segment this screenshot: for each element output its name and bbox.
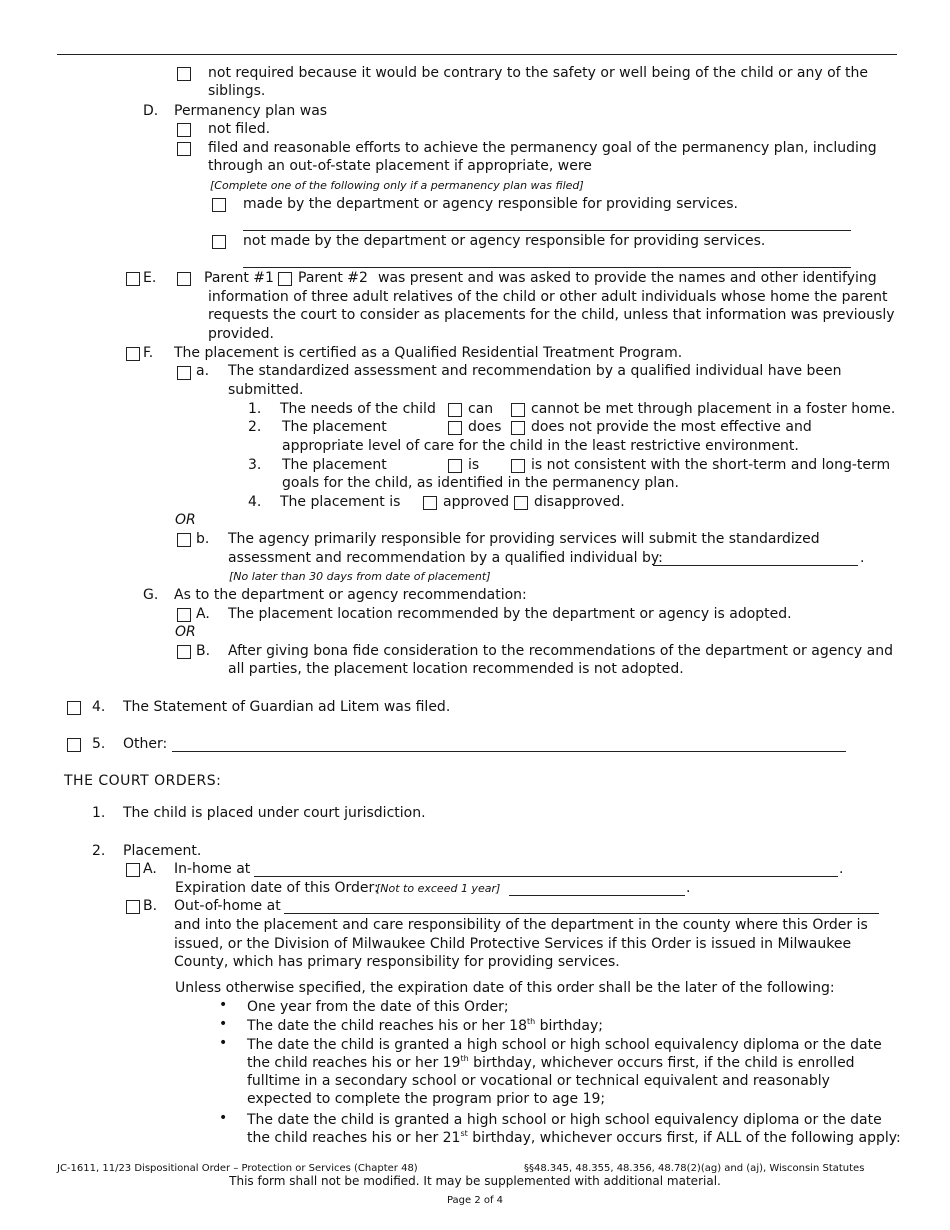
- checkbox-g-a[interactable]: [177, 608, 191, 622]
- bullet-4-text-2b: birthday, whichever occurs first, if ALL of the following apply:: [467, 1130, 901, 1146]
- order-2-a-period: .: [839, 861, 844, 877]
- d-not-made-text: not made by the department or agency responsible for providing services.: [243, 233, 766, 249]
- f-2-text: The placement: [282, 419, 387, 435]
- f-3-text: The placement: [282, 457, 387, 473]
- item-4-num: 4.: [92, 699, 106, 715]
- bullet-2-text-b: birthday;: [535, 1018, 604, 1034]
- checkbox-does-not[interactable]: [511, 421, 525, 435]
- f-4-opt-approved: approved: [443, 494, 510, 510]
- d-not-filed-text: not filed.: [208, 121, 271, 137]
- f-1-num: 1.: [248, 401, 262, 417]
- order-2-b-line-2: and into the placement and care responsibility of the department in the county where this Order is: [174, 917, 868, 933]
- f-label: F.: [143, 345, 154, 361]
- f-b-note: [No later than 30 days from date of placement]: [229, 570, 491, 583]
- order-1-text: The child is placed under court jurisdiction.: [123, 805, 426, 821]
- checkbox-f-b[interactable]: [177, 533, 191, 547]
- g-label: G.: [143, 587, 159, 603]
- order-2-b-line-3: issued, or the Division of Milwaukee Child Protective Services if this Order is issued in Milwaukee: [174, 936, 852, 952]
- bullet-3-text-1: The date the child is granted a high school or high school equivalency diploma or the date: [247, 1037, 882, 1053]
- d-filed-text: filed and reasonable efforts to achieve the permanency goal of the permanency plan, including: [208, 140, 877, 156]
- order-2-b-line-4: County, which has primary responsibility for providing services.: [174, 954, 620, 970]
- e-text-3: requests the court to consider as placements for the child, unless that information was previously: [208, 307, 895, 323]
- bullet-4-text-1: The date the child is granted a high school or high school equivalency diploma or the date: [247, 1112, 882, 1128]
- checkbox-parent-2[interactable]: [278, 272, 292, 286]
- checkbox-f[interactable]: [126, 347, 140, 361]
- e-text-2: information of three adult relatives of the child or other adult individuals whose home the parent: [208, 289, 888, 305]
- footer-form-id: JC-1611, 11/23 Dispositional Order – Protection or Services (Chapter 48): [57, 1163, 418, 1174]
- other-line[interactable]: [172, 751, 846, 752]
- order-2-a-text: In-home at: [174, 861, 251, 877]
- checkbox-item-5[interactable]: [67, 738, 81, 752]
- f-b-period: .: [860, 550, 865, 566]
- in-home-line[interactable]: [254, 876, 838, 877]
- f-1-opt-can: can: [468, 401, 494, 417]
- c-not-required-text: not required because it would be contrary to the safety or well being of the child or any of the: [208, 65, 869, 81]
- top-rule: [57, 54, 897, 55]
- f-3-text-2: goals for the child, as identified in the permanency plan.: [282, 475, 679, 491]
- f-4-num: 4.: [248, 494, 262, 510]
- f-3-opt-is-not: is not consistent with the short-term and long-term: [531, 457, 891, 473]
- f-2-opt-does-not: does not provide the most effective and: [531, 419, 812, 435]
- bullet-4-sup: st: [460, 1129, 468, 1138]
- f-a-text-1: The standardized assessment and recommendation by a qualified individual have been: [228, 363, 842, 379]
- order-2-a-exp: Expiration date of this Order:: [175, 880, 379, 896]
- or-1: OR: [175, 512, 196, 528]
- bullet-2-mark: •: [219, 1016, 228, 1032]
- d-made-text: made by the department or agency responsible for providing services.: [243, 196, 739, 212]
- g-a-text: The placement location recommended by the department or agency is adopted.: [228, 606, 792, 622]
- checkbox-not-made[interactable]: [212, 235, 226, 249]
- bullet-3-text-2b: birthday, whichever occurs first, if the child is enrolled: [468, 1055, 855, 1071]
- g-title: As to the department or agency recommendation:: [174, 587, 527, 603]
- checkbox-filed[interactable]: [177, 142, 191, 156]
- checkbox-can[interactable]: [448, 403, 462, 417]
- e-parent-2-text: Parent #2: [298, 270, 368, 286]
- checkbox-is[interactable]: [448, 459, 462, 473]
- out-of-home-line[interactable]: [284, 913, 879, 914]
- bullet-4-text-2: [247, 1129, 901, 1149]
- footer-statutes: §§48.345, 48.355, 48.356, 48.78(2)(ag) and (aj), Wisconsin Statutes: [524, 1163, 865, 1174]
- checkbox-is-not[interactable]: [511, 459, 525, 473]
- f-4-opt-disapproved: disapproved.: [534, 494, 625, 510]
- checkbox-parent-1[interactable]: [177, 272, 191, 286]
- e-text-1: was present and was asked to provide the names and other identifying: [378, 270, 877, 286]
- bullet-1-text: One year from the date of this Order;: [247, 999, 509, 1015]
- bullet-2-text: [247, 1017, 603, 1037]
- f-b-text-2: assessment and recommendation by a qualified individual by:: [228, 550, 663, 566]
- order-2-b-label: B.: [143, 898, 158, 914]
- d-filed-text-2: through an out-of-state placement if appropriate, were: [208, 158, 592, 174]
- f-3-num: 3.: [248, 457, 262, 473]
- order-1-num: 1.: [92, 805, 106, 821]
- d-title: Permanency plan was: [174, 103, 328, 119]
- checkbox-f-a[interactable]: [177, 366, 191, 380]
- d-made-line[interactable]: [243, 230, 851, 231]
- bullet-2-sup: th: [526, 1017, 536, 1026]
- checkbox-not-filed[interactable]: [177, 123, 191, 137]
- checkbox-item-4[interactable]: [67, 701, 81, 715]
- or-2: OR: [175, 624, 196, 640]
- unless-text: Unless otherwise specified, the expiration date of this order shall be the later of the following:: [175, 980, 835, 996]
- d-note: [Complete one of the following only if a permanency plan was filed]: [210, 179, 584, 192]
- f-a-label: a.: [196, 363, 210, 379]
- checkbox-g-b[interactable]: [177, 645, 191, 659]
- f-1-opt-cannot: cannot be met through placement in a foster home.: [531, 401, 896, 417]
- footer-notice: This form shall not be modified. It may be supplemented with additional material.: [229, 1174, 721, 1188]
- f-2-opt-does: does: [468, 419, 502, 435]
- f-2-text-2: appropriate level of care for the child in the least restrictive environment.: [282, 438, 799, 454]
- g-b-label: B.: [196, 643, 211, 659]
- f-3-opt-is: is: [468, 457, 480, 473]
- checkbox-in-home[interactable]: [126, 863, 140, 877]
- checkbox-out-of-home[interactable]: [126, 900, 140, 914]
- order-2-a-label: A.: [143, 861, 157, 877]
- f-title: The placement is certified as a Qualified Residential Treatment Program.: [174, 345, 683, 361]
- bullet-3-text-4: expected to complete the program prior to age 19;: [247, 1091, 606, 1107]
- g-b-text-2: all parties, the placement location recommended is not adopted.: [228, 661, 684, 677]
- checkbox-not-required[interactable]: [177, 67, 191, 81]
- f-4-text: The placement is: [280, 494, 401, 510]
- bullet-2-text-a: The date the child reaches his or her 18: [247, 1018, 527, 1034]
- bullet-3-text-2: [247, 1054, 855, 1074]
- orders-heading: THE COURT ORDERS:: [64, 773, 222, 789]
- bullet-4-mark: •: [219, 1110, 228, 1126]
- e-parent-1-text: Parent #1: [204, 270, 274, 286]
- e-label: E.: [143, 270, 157, 286]
- checkbox-e[interactable]: [126, 272, 140, 286]
- bullet-3-text-2a: the child reaches his or her 19: [247, 1055, 461, 1071]
- expiration-line[interactable]: [509, 895, 685, 896]
- f-b-text-1: The agency primarily responsible for providing services will submit the standardized: [228, 531, 820, 547]
- f-b-label: b.: [196, 531, 210, 547]
- bullet-3-mark: •: [219, 1035, 228, 1051]
- checkbox-disapproved[interactable]: [514, 496, 528, 510]
- f-a-text-2: submitted.: [228, 382, 304, 398]
- checkbox-approved[interactable]: [423, 496, 437, 510]
- checkbox-does[interactable]: [448, 421, 462, 435]
- e-text-4: provided.: [208, 326, 274, 342]
- bullet-1-mark: •: [219, 997, 228, 1013]
- order-2-num: 2.: [92, 843, 106, 859]
- item-5-num: 5.: [92, 736, 106, 752]
- c-not-required-text-2: siblings.: [208, 83, 266, 99]
- order-2-b-text: Out-of-home at: [174, 898, 281, 914]
- footer-page: Page 2 of 4: [446, 1195, 504, 1206]
- f-1-text: The needs of the child: [280, 401, 436, 417]
- g-b-text-1: After giving bona fide consideration to the recommendations of the department or agency and: [228, 643, 893, 659]
- bullet-3-sup: th: [460, 1054, 469, 1063]
- item-5-text: Other:: [123, 736, 168, 752]
- bullet-3-text-3: fulltime in a secondary school or vocational or technical equivalent and reasonably: [247, 1073, 830, 1089]
- item-4-text: The Statement of Guardian ad Litem was filed.: [123, 699, 451, 715]
- f-2-num: 2.: [248, 419, 262, 435]
- order-2-text: Placement.: [123, 843, 202, 859]
- f-b-date-line[interactable]: [653, 565, 858, 566]
- order-2-a-exp-period: .: [686, 880, 691, 896]
- order-2-a-exp-note: [Not to exceed 1 year]: [376, 882, 501, 895]
- checkbox-cannot[interactable]: [511, 403, 525, 417]
- g-a-label: A.: [196, 606, 210, 622]
- d-not-made-line[interactable]: [243, 267, 851, 268]
- bullet-4-text-2a: the child reaches his or her 21: [247, 1130, 461, 1146]
- d-label: D.: [143, 103, 159, 119]
- checkbox-made[interactable]: [212, 198, 226, 212]
